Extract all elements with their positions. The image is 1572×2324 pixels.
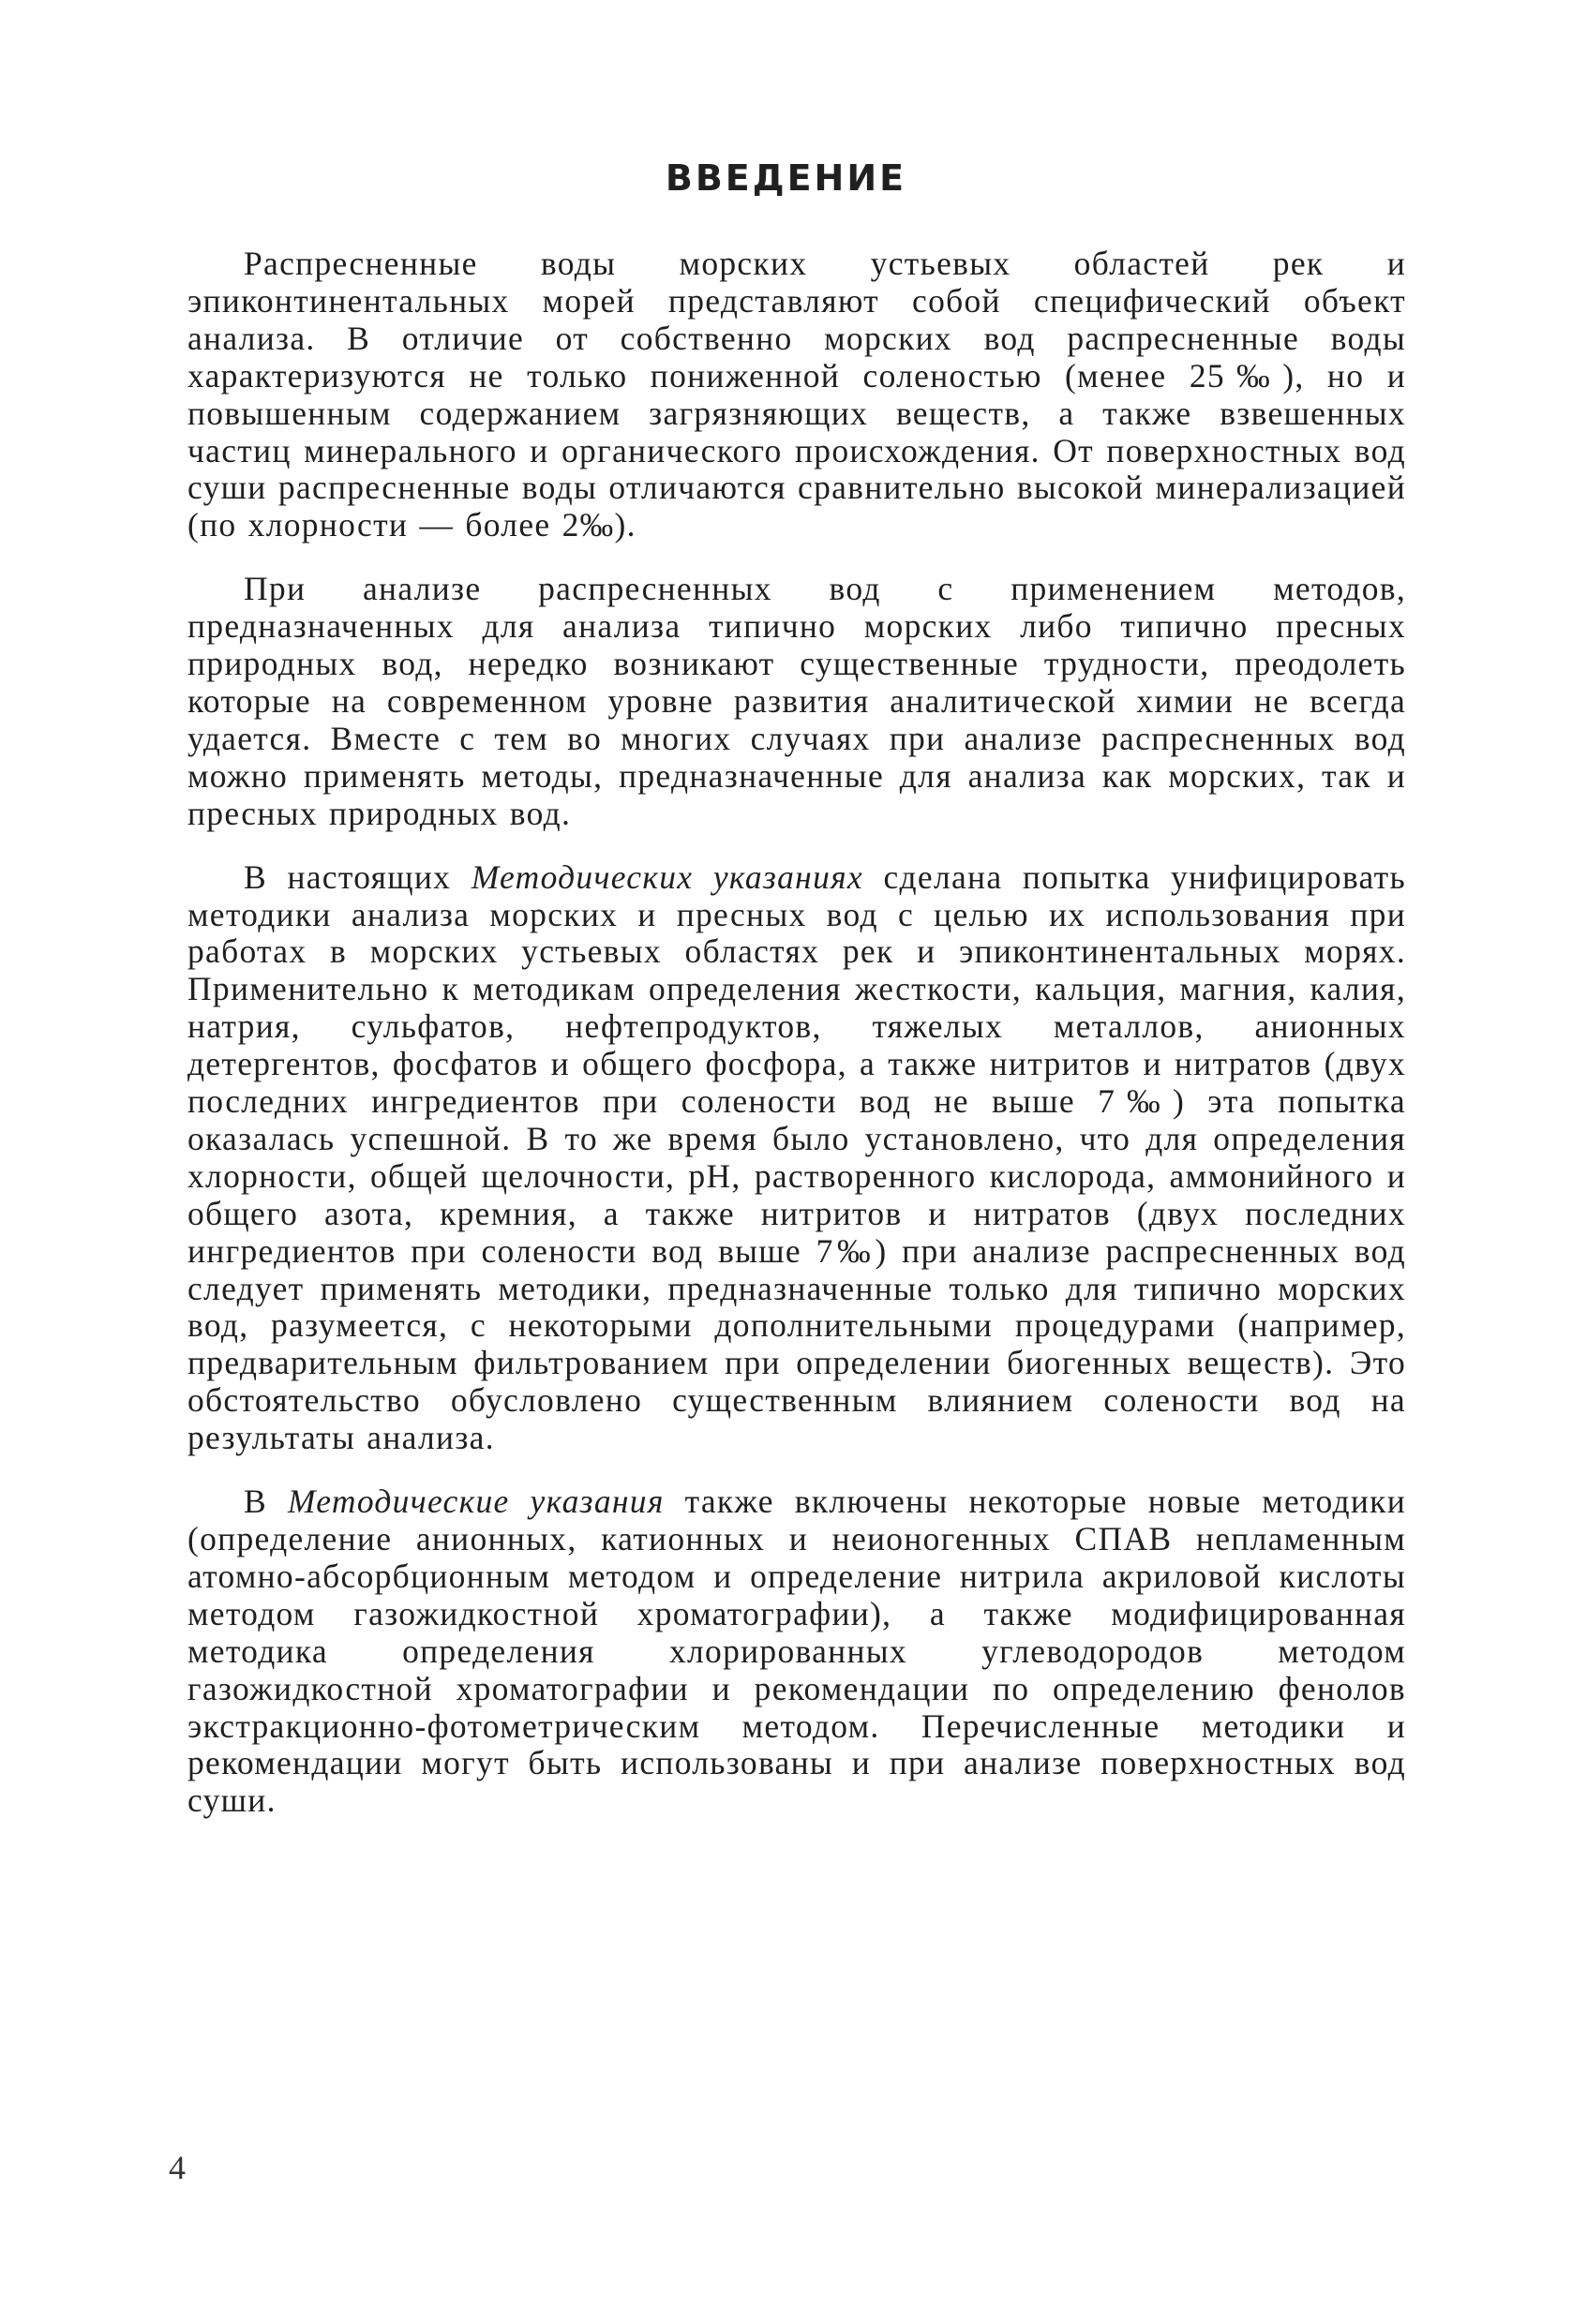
- paragraph-3-italic-term: Методических указаниях: [471, 857, 863, 896]
- page-number: 4: [169, 2149, 186, 2186]
- paragraph-3-rest: сделана попытка унифицировать методики анализа морских и пресных вод с целью их использования при работах в морских устьевых областях рек и эпиконтинентальных морях. Применительно к методикам определения жесткости, кальция, магния, калия, натрия, сульфатов, нефтепродуктов, тяжелых металлов, анионных детергентов, фосфатов и общего фосфора, а также нитритов и нитратов (двух последних ингредиентов при солености вод не выше 7‰) эта попытка оказалась успешной. В то же время было установлено, что для определения хлорности, общей щелочности, pH, растворенного кислорода, аммонийного и общего азота, кремния, а также нитритов и нитратов (двух последних ингредиентов при солености вод выше 7‰) при анализе распресненных вод следует применять методики, предназначенные только для типично морских вод, разумеется, с некоторыми дополнительными процедурами (например, предварительным фильтрованием при определении биогенных веществ). Это обстоятельство обусловлено существенным влиянием солености вод на результаты анализа.: [187, 857, 1406, 1457]
- paragraph-3: [187, 859, 1406, 1458]
- paragraph-4-italic-term: Методические указания: [287, 1482, 665, 1521]
- paragraph-4-lead: В: [244, 1482, 288, 1521]
- paragraph-1: Распресненные воды морских устьевых областей рек и эпиконтинентальных морей представляют собой специфический объект анализа. В отличие от собственно морских вод распресненные воды характеризуются не только пониженной соленостью (менее 25‰), но и повышенным содержанием загрязняющих веществ, а также взвешенных частиц минерального и органического происхождения. От поверхностных вод суши распресненные воды отличаются сравнительно высокой минерализацией (по хлорности — более 2‰).: [187, 245, 1406, 544]
- paragraph-4: [187, 1483, 1406, 1820]
- paragraph-4-rest: также включены некоторые новые методики (определение анионных, катионных и неионогенных СПАВ непламенным атомно-абсорбционным методом и определение нитрила акриловой кислоты методом газожидкостной хроматографии), а также модифицированная методика определения хлорированных углеводородов методом газожидкостной хроматографии и рекомендации по определению фенолов экстракционно-фотометрическим методом. Перечисленные методики и рекомендации могут быть использованы и при анализе поверхностных вод суши.: [187, 1482, 1406, 1820]
- page-title: ВВЕДЕНИЕ: [665, 157, 907, 199]
- body-text: [187, 246, 1406, 1846]
- paragraph-2: При анализе распресненных вод с применением методов, предназначенных для анализа типично морских либо типично пресных природных вод, нередко возникают существенные трудности, преодолеть которые на современном уровне развития аналитической химии не всегда удается. Вместе с тем во многих случаях при анализе распресненных вод можно применять методы, предназначенные для анализа как морских, так и пресных природных вод.: [187, 570, 1406, 832]
- paragraph-3-lead: В настоящих: [244, 857, 472, 896]
